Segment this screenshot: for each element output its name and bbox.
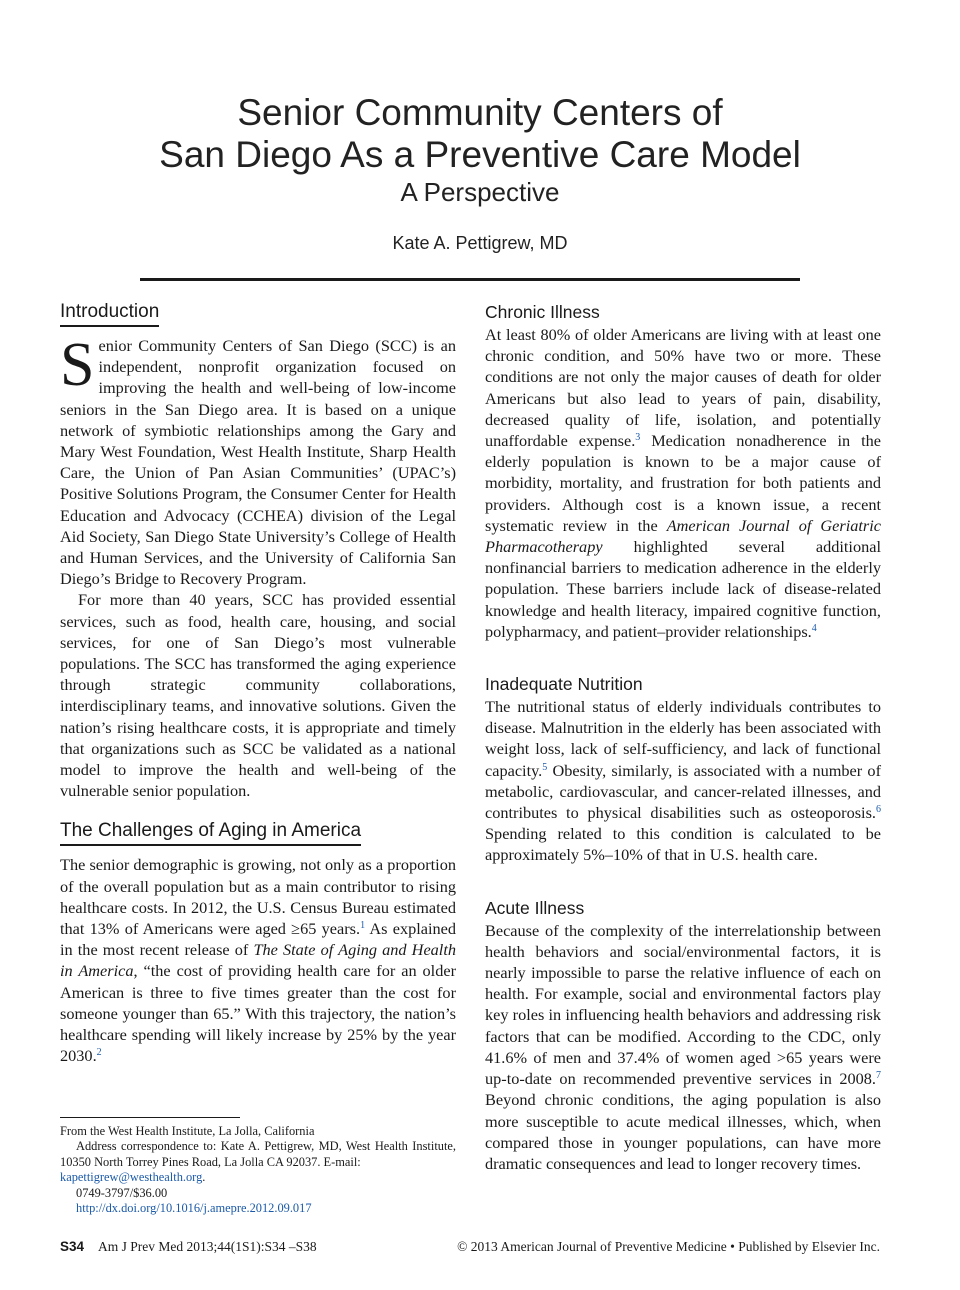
journal-citation: Am J Prev Med 2013;44(1S1):S34 –S38: [98, 1239, 317, 1254]
price-code: 0749-3797/$36.00: [76, 1185, 168, 1200]
reference-6-link[interactable]: 6: [876, 804, 881, 816]
chronic-text-b: Medication nonadherence in the elderly population is known to be a major cause of morbidity, mortality, and frustration for both patients and providers. Although cost is a known issue, a recent systematic review in the: [485, 431, 881, 535]
chronic-italic-journal: American Journal of Geriatric Pharmacotherapy: [485, 515, 881, 557]
affiliation-footnotes: [60, 1124, 456, 1216]
title-line-2: San Diego As a Preventive Care Model: [159, 134, 801, 175]
intro-paragraph-1-text: enior Community Centers of San Diego (SCC) is an independent, nonprofit organization focused on improving the health and well-being of low-income seniors in the San Diego area. It is based on a unique network of symbiotic relationships among the Gary and Mary West Foundation, West Health Institute, Sharp Health Care, the Union of Pan Asian Communities’ (UPAC’s) Positive Solutions Program, the Consumer Center for Health Education and Advocacy (CCHEA) division of the Legal Aid Society, San Diego State University’s College of Health and Human Services, and the University of California San Diego’s Bridge to Recovery Program.: [60, 336, 456, 589]
acute-illness-paragraph: [485, 920, 881, 1174]
inadequate-nutrition-heading: Inadequate Nutrition: [485, 674, 643, 695]
challenges-text-c: , “the cost of providing health care for an older American is three to five times greater than the cost for someone younger than 65.” With this trajectory, the nation’s healthcare spending will likely increase by 25% by the year 2030.: [60, 961, 456, 1066]
title-line-1: Senior Community Centers of: [237, 92, 723, 133]
correspondence-address: Address correspondence to: Kate A. Pettigrew, MD, West Health Institute, 10350 North Torrey Pines Road, La Jolla CA 92037. E-mail:: [60, 1139, 456, 1169]
reference-4-link[interactable]: 4: [811, 622, 817, 634]
doi-line: [60, 1201, 456, 1216]
introduction-heading: Introduction: [60, 300, 159, 327]
drop-cap: S: [60, 331, 95, 399]
article-title: [0, 92, 960, 176]
page-footer: [60, 1238, 880, 1256]
nutrition-text-a: The nutritional status of elderly individuals contributes to disease. Malnutrition in the elderly has been associated with weight loss, lack of self-sufficiency, and lack of functional capacity.: [485, 697, 881, 780]
reference-7-link[interactable]: 7: [876, 1070, 881, 1082]
correspondence-text: [60, 1139, 456, 1170]
nutrition-text-b: Obesity, similarly, is associated with a number of metabolic, cardiovascular, and cancer-related illnesses, and contributes to physical disabilities such as osteoporosis.: [485, 760, 881, 823]
chronic-text-a: At least 80% of older Americans are living with at least one chronic condition, and 50% have two or more. These conditions are not only the major causes of death for older Americans but also lead to years of pain, disability, decreased quality of life, isolation, and potentially unaffordable expense.: [485, 325, 881, 451]
reference-1-link[interactable]: 1: [360, 920, 366, 932]
acute-text-a: Because of the complexity of the interrelationship between health behaviors and social/environmental factors, it is nearly impossible to parse the relative influence of each on health. For example, social and environmental factors play key roles in influencing health behaviors and addressing risk factors that can be modified. According to the CDC, only 41.6% of men and 37.4% of women aged >65 years were up-to-date on recommended preventive services in 2008.: [485, 920, 881, 1089]
nutrition-paragraph: [485, 696, 881, 866]
chronic-text-c: highlighted several additional nonfinancial barriers to medication adherence in the elderly population. These barriers include lack of disease-related knowledge and health literacy, impaired cognitive function, polypharmacy, and patient–provider relationships.: [485, 537, 881, 641]
footnote-divider: [60, 1117, 240, 1118]
reference-2-link[interactable]: 2: [96, 1047, 102, 1059]
intro-paragraph-2: For more than 40 years, SCC has provided essential services, such as food, health care, housing, and social services, for one of San Diego’s most vulnerable populations. The SCC has transformed the aging experience through strategic community collaborations, interdisciplinary teams, and innovative solutions. Given the nation’s rising healthcare costs, it is appropriate and timely that organizations such as SCC be validated as a national model to improve the health and well-being of the vulnerable senior population.: [60, 590, 456, 801]
challenges-text-a: The senior demographic is growing, not only as a proportion of the overall population but as a main contributor to rising healthcare costs. In 2012, the U.S. Census Bureau estimated that 13% of Americans were aged ≥65 years.: [60, 855, 456, 939]
chronic-illness-heading: Chronic Illness: [485, 302, 600, 322]
acute-text-b: Beyond chronic conditions, the aging population is also more susceptible to acute medical illnesses, which, when compared those in younger populations, can have more dramatic consequences and lead to longer recovery times.: [485, 1090, 881, 1173]
email-link[interactable]: kapettigrew@westhealth.org: [60, 1170, 203, 1185]
challenges-paragraph: [60, 854, 456, 1066]
title-divider: [140, 278, 800, 281]
left-column: [60, 300, 456, 1067]
chronic-illness-paragraph: [485, 324, 881, 642]
right-column: [485, 300, 881, 1174]
article-subtitle: A Perspective: [400, 177, 560, 207]
nutrition-text-c: Spending related to this condition is calculated to be approximately 5%–10% of that in U.S. health care.: [485, 824, 881, 865]
doi-link[interactable]: http://dx.doi.org/10.1016/j.amepre.2012.09.017: [76, 1201, 312, 1216]
acute-illness-heading: Acute Illness: [485, 897, 585, 918]
challenges-heading: The Challenges of Aging in America: [60, 819, 361, 846]
intro-paragraph-1: [60, 331, 456, 589]
reference-5-link[interactable]: 5: [542, 761, 548, 773]
affiliation-text: From the West Health Institute, La Jolla, California: [60, 1124, 315, 1138]
email-line: kapettigrew@westhealth.org.: [60, 1170, 206, 1185]
reference-3-link[interactable]: 3: [635, 432, 641, 444]
copyright-notice: © 2013 American Journal of Preventive Medicine • Published by Elsevier Inc.: [457, 1239, 880, 1254]
page-number: S34: [60, 1239, 85, 1254]
challenges-text-b: As explained in the most recent release of: [60, 919, 457, 960]
footer-left: [60, 1238, 317, 1256]
author-name: Kate A. Pettigrew, MD: [392, 233, 568, 253]
challenges-italic-title: The State of Aging and Health in America: [60, 940, 456, 981]
